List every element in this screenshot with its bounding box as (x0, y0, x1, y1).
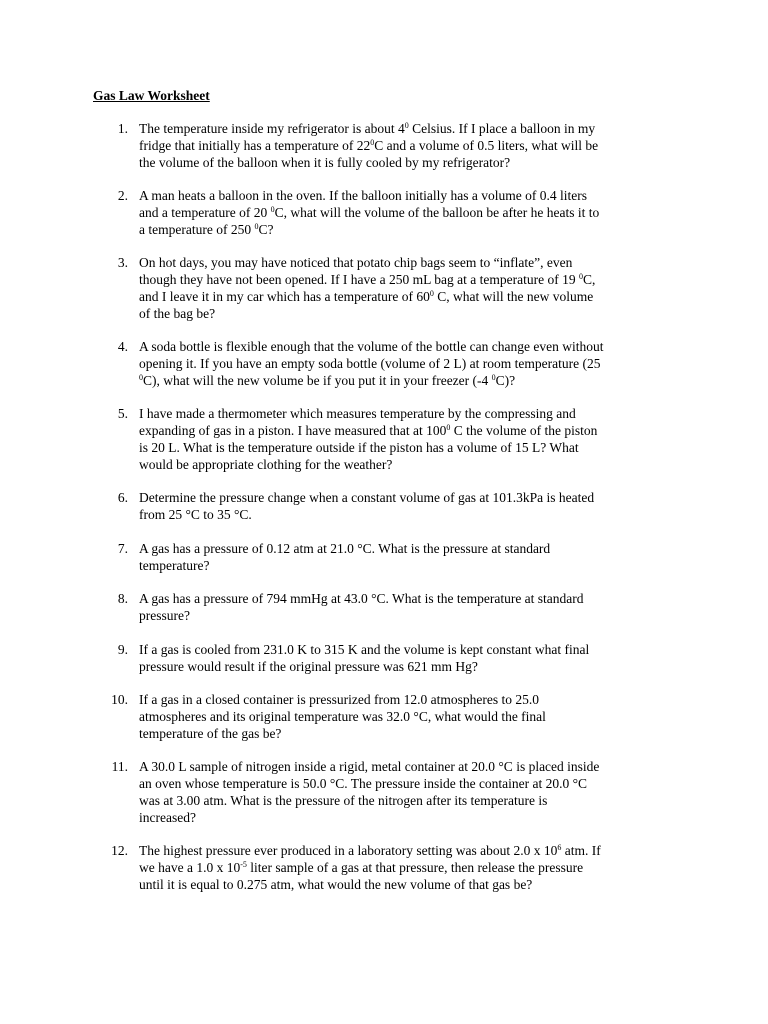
superscript: 0 (446, 422, 451, 432)
question-line (139, 423, 597, 440)
question-number: 1. (117, 121, 128, 136)
text-segment: atm. If (561, 843, 601, 858)
text-segment: A soda bottle is flexible enough that the volume of the bottle can change even without (139, 339, 604, 354)
text-segment: C), what will the new volume be if you put it in your freezer (-4 (143, 372, 492, 388)
text-segment: is 20 L. What is the temperature outside if the piston has a volume of 15 L? What (139, 439, 579, 455)
question-number: 12. (111, 843, 128, 858)
text-segment: C? (258, 221, 274, 237)
text-segment: C the volume of the piston (450, 422, 598, 438)
question-line (139, 591, 584, 608)
question-line (139, 877, 601, 894)
text-segment: a temperature of 250 (139, 221, 255, 237)
question-number: 3. (117, 255, 128, 270)
superscript: 0 (578, 271, 583, 281)
question-line (139, 155, 598, 172)
text-segment: Determine the pressure change when a constant volume of gas at 101.3kPa is heated (139, 490, 595, 505)
question-line (139, 490, 594, 507)
text-segment: though they have not been opened. If I have a 250 mL bag at a temperature of 19 (139, 271, 579, 287)
question-text (139, 188, 599, 239)
text-segment: liter sample of a gas at that pressure, then release the pressure (246, 859, 584, 875)
question-number: 11. (111, 759, 128, 774)
text-segment: was at 3.00 atm. What is the pressure of the nitrogen after its temperature is (139, 792, 548, 808)
question-text (139, 339, 604, 390)
text-segment: opening it. If you have an empty soda bottle (volume of 2 L) at room temperature (25 (139, 355, 601, 371)
question-line (139, 306, 595, 323)
superscript: 0 (491, 372, 496, 382)
text-segment: pressure? (139, 607, 190, 623)
text-segment: On hot days, you may have noticed that potato chip bags seem to “inflate”, even (139, 255, 573, 270)
text-segment: from 25 °C to 35 °C. (139, 506, 252, 522)
superscript: -5 (240, 859, 247, 869)
text-segment: and I leave it in my car which has a temperature of 60 (139, 288, 430, 304)
question-text (139, 843, 601, 894)
question-line (139, 440, 597, 457)
question-line (139, 356, 604, 373)
text-segment: C, (582, 271, 596, 287)
question-number: 7. (117, 541, 128, 556)
question-line (139, 222, 599, 239)
question-text (139, 541, 550, 575)
text-segment: The temperature inside my refrigerator is about 4 (139, 121, 405, 136)
text-segment: A man heats a balloon in the oven. If the balloon initially has a volume of 0.4 liters (139, 188, 588, 203)
question-line (139, 558, 550, 575)
question-line (139, 205, 599, 222)
text-segment: expanding of gas in a piston. I have measured that at 100 (139, 422, 447, 438)
question-line (139, 138, 598, 155)
question-text (139, 642, 589, 676)
question-line (139, 860, 601, 877)
question-line (139, 759, 599, 776)
question-text (139, 692, 546, 743)
question-line (139, 541, 550, 558)
question-line (139, 726, 546, 743)
text-segment: Celsius. If I place a balloon in my (408, 121, 596, 136)
question-line (139, 507, 594, 524)
question-line (139, 339, 604, 356)
text-segment: pressure would result if the original pressure was 621 mm Hg? (139, 658, 478, 674)
question-line (139, 188, 599, 205)
question-text (139, 759, 599, 827)
question-number: 8. (117, 591, 128, 606)
question-line (139, 121, 598, 138)
question-line (139, 709, 546, 726)
text-segment: would be appropriate clothing for the weather? (139, 456, 393, 472)
superscript: 0 (139, 372, 143, 382)
text-segment: of the bag be? (139, 305, 216, 321)
text-segment: A gas has a pressure of 794 mmHg at 43.0 °C. What is the temperature at standard (139, 591, 584, 606)
question-line (139, 843, 601, 860)
text-segment: A gas has a pressure of 0.12 atm at 21.0 °C. What is the pressure at standard (139, 541, 551, 556)
question-text (139, 591, 584, 625)
superscript: 0 (404, 121, 409, 130)
text-segment: we have a 1.0 x 10 (139, 859, 241, 875)
question-line (139, 776, 599, 793)
text-segment: increased? (139, 809, 196, 825)
superscript: 6 (557, 843, 562, 852)
question-number: 6. (117, 490, 128, 505)
question-number: 9. (117, 642, 128, 657)
question-line (139, 642, 589, 659)
question-line (139, 692, 546, 709)
worksheet-title: Gas Law Worksheet (93, 88, 210, 103)
text-segment: C, what will the new volume (433, 288, 594, 304)
text-segment: until it is equal to 0.275 atm, what would the new volume of that gas be? (139, 876, 533, 892)
superscript: 0 (254, 221, 259, 231)
text-segment: C and a volume of 0.5 liters, what will be (374, 137, 599, 153)
question-number: 4. (117, 339, 128, 354)
question-number: 10. (111, 692, 128, 707)
question-line (139, 255, 595, 272)
text-segment: A 30.0 L sample of nitrogen inside a rigid, metal container at 20.0 °C is placed inside (139, 759, 600, 774)
question-text (139, 121, 598, 172)
text-segment: C, what will the volume of the balloon be after he heats it to (274, 204, 600, 220)
text-segment: atmospheres and its original temperature was 32.0 °C, what would the final (139, 708, 546, 724)
text-segment: fridge that initially has a temperature of 22 (139, 137, 371, 153)
question-line (139, 289, 595, 306)
question-line (139, 659, 589, 676)
question-number: 2. (117, 188, 128, 203)
text-segment: I have made a thermometer which measures temperature by the compressing and (139, 406, 576, 421)
question-line (139, 608, 584, 625)
superscript: 0 (370, 137, 375, 147)
question-number: 5. (117, 406, 128, 421)
question-line (139, 457, 597, 474)
text-segment: The highest pressure ever produced in a laboratory setting was about 2.0 x 10 (139, 843, 558, 858)
question-text (139, 255, 595, 323)
question-line (139, 810, 599, 827)
text-segment: C)? (495, 372, 516, 388)
superscript: 0 (270, 204, 275, 214)
text-segment: temperature? (139, 557, 210, 573)
text-segment: If a gas is cooled from 231.0 K to 315 K and the volume is kept constant what final (139, 642, 590, 657)
question-line (139, 793, 599, 810)
question-text (139, 490, 594, 524)
text-segment: an oven whose temperature is 50.0 °C. The pressure inside the container at 20.0 °C (139, 775, 588, 791)
superscript: 0 (429, 288, 434, 298)
text-segment: temperature of the gas be? (139, 725, 282, 741)
question-text (139, 406, 597, 474)
question-line (139, 406, 597, 423)
text-segment: If a gas in a closed container is pressurized from 12.0 atmospheres to 25.0 (139, 692, 540, 707)
question-line (139, 373, 604, 390)
text-segment: and a temperature of 20 (139, 204, 271, 220)
question-line (139, 272, 595, 289)
text-segment: the volume of the balloon when it is fully cooled by my refrigerator? (139, 154, 511, 170)
